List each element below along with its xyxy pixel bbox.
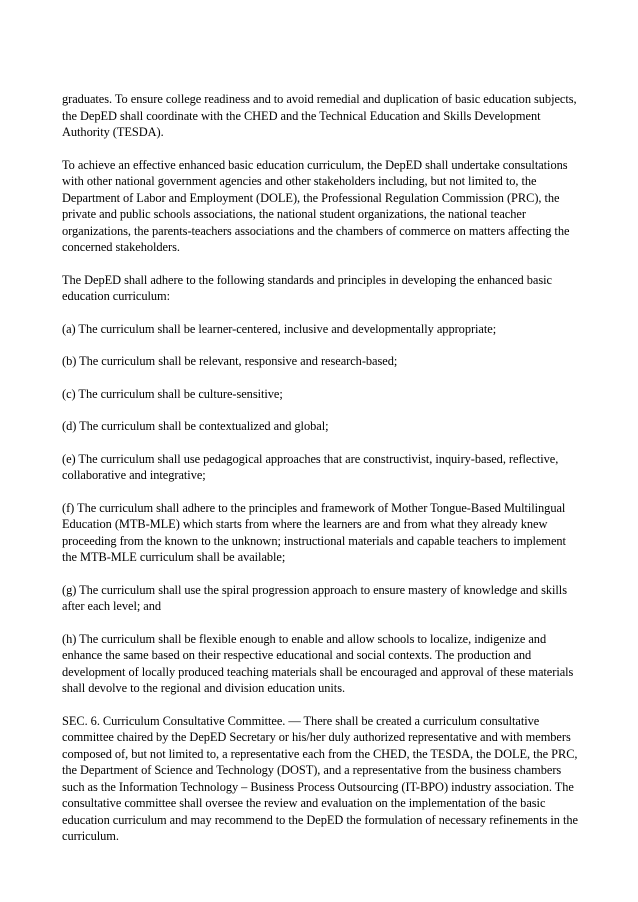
section-6-consultative-committee: SEC. 6. Curriculum Consultative Committee. — There shall be created a curriculum consultative committee chaired by the DepED Secretary or his/her duly authorized representative and with members composed of, but not limited to, a representative each from the CHED, the TESDA, the DOLE, the PRC, the Department of Science and Technology (DOST), and a representative from the business chambers such as the Information Technology – Business Process Outsourcing (IT-BPO) industry association. The consultative committee shall oversee the review and evaluation on the implementation of the basic education curriculum and may recommend to the DepED the formulation of necessary refinements in the curriculum. [62, 713, 578, 843]
standard-item-h: (h) The curriculum shall be flexible enough to enable and allow schools to localize, indigenize and enhance the same based on their respective educational and social contexts. The production and development of locally produced teaching materials shall be encouraged and approval of these materials shall devolve to the regional and division education units. [62, 631, 574, 695]
standard-item-b: (b) The curriculum shall be relevant, responsive and research-based; [62, 354, 398, 368]
standard-item-e: (e) The curriculum shall use pedagogical approaches that are constructivist, inquiry-based, reflective, collaborative and integrative; [62, 451, 559, 482]
paragraph-graduates-coordination: graduates. To ensure college readiness and to avoid remedial and duplication of basic education subjects, the DepED shall coordinate with the CHED and the Technical Education and Skills Development Authority (TESDA). [62, 92, 577, 139]
standard-item-f: (f) The curriculum shall adhere to the principles and framework of Mother Tongue-Based Multilingual Education (MTB-MLE) which starts from where the learners are and from what they already knew proceeding from the known to the unknown; instructional materials and capable teachers to implement the MTB-MLE curriculum shall be available; [62, 500, 566, 564]
document-page [62, 91, 582, 861]
standard-item-g: (g) The curriculum shall use the spiral progression approach to ensure mastery of knowledge and skills after each level; and [62, 582, 567, 613]
standard-item-c: (c) The curriculum shall be culture-sensitive; [62, 386, 283, 401]
standard-item-d: (d) The curriculum shall be contextualized and global; [62, 419, 329, 433]
standard-item-a: (a) The curriculum shall be learner-centered, inclusive and developmentally appropriate; [62, 321, 497, 336]
paragraph-standards-intro: The DepED shall adhere to the following standards and principles in developing the enhanced basic education curriculum: [62, 272, 552, 303]
paragraph-consultations: To achieve an effective enhanced basic education curriculum, the DepED shall undertake consultations with other national government agencies and other stakeholders including, but not limited to, the Department of Labor and Employment (DOLE), the Professional Regulation Commission (PRC), the private and public schools associations, the national student organizations, the national teacher organizations, the parents-teachers associations and the chambers of commerce on matters affecting the concerned stakeholders. [62, 157, 570, 254]
